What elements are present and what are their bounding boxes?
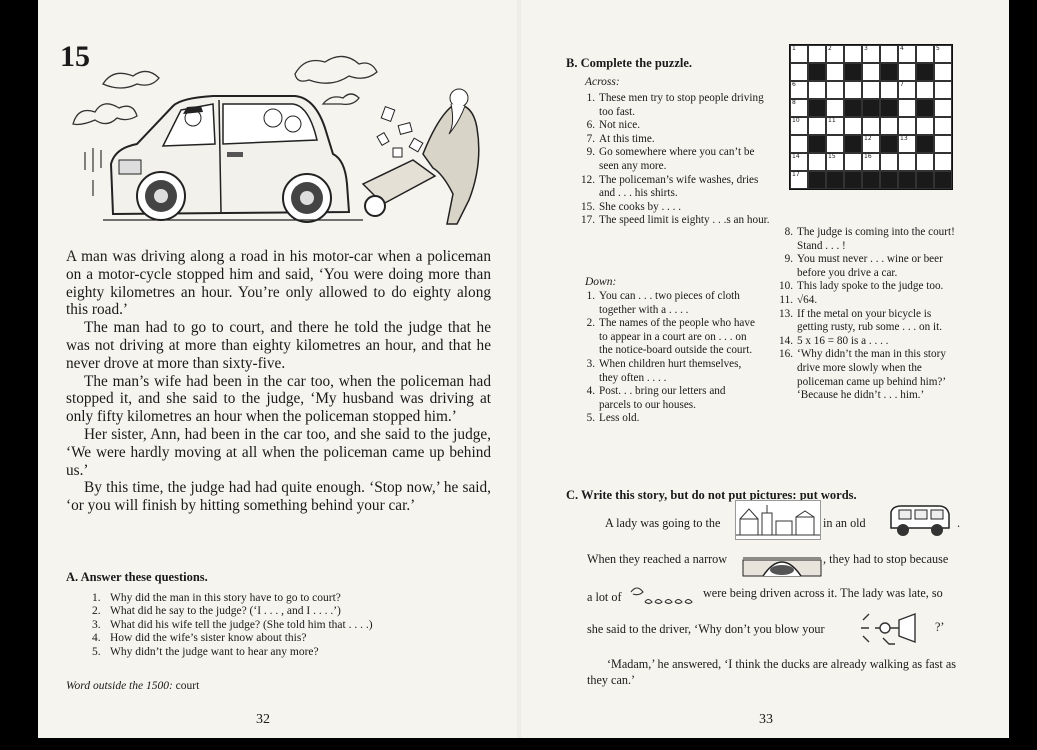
page-number-left: 32 (256, 712, 270, 727)
clue-item: 12. The policeman’s wife washes, dries and . . . his shirts. (581, 173, 759, 200)
crossword-cell[interactable] (862, 135, 880, 153)
crossword-cell[interactable] (808, 45, 826, 63)
clue-item: 8. The judge is coming into the court! Stand . . . ! (784, 226, 955, 252)
crossword-black-cell (808, 63, 826, 81)
crossword-grid (789, 44, 953, 190)
crossword-cell[interactable] (934, 63, 952, 81)
page-number-right: 33 (759, 712, 773, 727)
taxi-icon (885, 498, 955, 538)
crossword-cell[interactable] (790, 153, 808, 171)
clue-item: 10. This lady spoke to the judge too. (779, 280, 944, 293)
word-outside-note (66, 680, 199, 692)
story-c-line3-b: were being driven across it. The lady was late, so (703, 586, 943, 600)
crossword-clue-number: 10 (792, 117, 800, 124)
story-paragraph: The man’s wife had been in the car too, when the policeman had stopped it, and she said to the judge, ‘My husband was driving at only fifty kilometres an hour when the policeman stopped him.’ (66, 372, 491, 426)
down-clues (577, 290, 757, 426)
clue-item: 16. ‘Why didn’t the man in this story drive more slowly when the policeman came up behind him?’ ‘Because he didn’t . . . him.’ (779, 348, 946, 402)
crossword-clue-number: 7 (900, 81, 904, 88)
story-paragraph: Her sister, Ann, had been in the car too, and she said to the judge, ‘We were hardly moving at all when the policeman came up behind us.’ (66, 425, 491, 479)
crossword-black-cell (808, 171, 826, 189)
crossword-black-cell (808, 99, 826, 117)
crossword-cell[interactable] (934, 81, 952, 99)
crossword-black-cell (844, 63, 862, 81)
crossword-black-cell (808, 135, 826, 153)
crossword-cell[interactable] (790, 45, 808, 63)
crossword-cell[interactable] (934, 117, 952, 135)
down-label: Down: (585, 276, 617, 288)
ducks-icon (629, 582, 703, 608)
story-c-line4-a: she said to the driver, ‘Why don’t you blow your (587, 622, 825, 636)
question-item: 5. Why didn’t the judge want to hear any more? (92, 645, 319, 658)
crossword-clue-number: 16 (864, 153, 872, 160)
crossword-cell[interactable] (826, 81, 844, 99)
crossword-clue-number: 3 (864, 45, 868, 52)
crossword-cell[interactable] (790, 99, 808, 117)
crossword-clue-number: 1 (792, 45, 796, 52)
story-c-period: . (957, 516, 961, 530)
crossword-clue-number: 4 (900, 45, 904, 52)
crossword-cell[interactable] (790, 171, 808, 189)
crossword-cell[interactable] (826, 153, 844, 171)
question-item: 2. What did he say to the judge? (‘I . . . , and I . . . .’) (92, 605, 341, 618)
crossword-clue-number: 13 (900, 135, 908, 142)
clue-item: 6. Not nice. (586, 119, 641, 132)
crossword-cell[interactable] (916, 81, 934, 99)
story-c-line4-b: ?’ (935, 620, 945, 634)
crossword-black-cell (844, 99, 862, 117)
crossword-cell[interactable] (934, 45, 952, 63)
crossword-cell[interactable] (916, 153, 934, 171)
bridge-icon (741, 540, 823, 578)
clue-item: 1. You can . . . two pieces of cloth together with a . . . . (586, 290, 740, 316)
horn-icon (855, 608, 929, 648)
crossword-cell[interactable] (880, 153, 898, 171)
crossword-clue-number: 14 (792, 153, 800, 160)
question-item: 3. What did his wife tell the judge? (She told him that . . . .) (92, 618, 373, 631)
word-outside-label: Word outside the 1500: (66, 680, 173, 692)
clue-item: 7. At this time. (586, 132, 655, 145)
clue-item: 9. Go somewhere where you can’t be seen any more. (586, 146, 755, 172)
crossword-clue-number: 5 (936, 45, 940, 52)
crossword-black-cell (898, 171, 916, 189)
crossword-black-cell (880, 135, 898, 153)
crossword-cell[interactable] (880, 117, 898, 135)
across-clues (577, 92, 773, 228)
clue-item: 11. √64. (779, 293, 818, 306)
crossword-cell[interactable] (790, 81, 808, 99)
crossword-black-cell (916, 135, 934, 153)
crossword-cell[interactable] (880, 81, 898, 99)
crossword-black-cell (826, 171, 844, 189)
left-page (38, 0, 517, 738)
crossword-cell[interactable] (934, 135, 952, 153)
story-paragraph: The man had to go to court, and there he told the judge that he was not driving at more than eighty kilometres an hour, and that he never drove at more than sixty-five. (66, 319, 491, 372)
car-illustration-icon (63, 44, 488, 232)
town-icon (735, 500, 821, 540)
clue-item: 4. Post. . . bring our letters and parcels to our houses. (586, 385, 726, 411)
section-a-questions (92, 592, 472, 659)
crossword-cell[interactable] (826, 117, 844, 135)
crossword-cell[interactable] (808, 153, 826, 171)
crossword-cell[interactable] (898, 81, 916, 99)
crossword-cell[interactable] (844, 81, 862, 99)
story-c-line2-a: When they reached a narrow (587, 552, 728, 566)
crossword-cell[interactable] (826, 135, 844, 153)
more-down-clues (775, 226, 965, 403)
story-c-line1-b: in an old (823, 516, 866, 530)
section-c-title: C. Write this story, but do not put pictures: put words. (566, 488, 857, 502)
crossword-cell[interactable] (862, 63, 880, 81)
crossword-cell[interactable] (934, 99, 952, 117)
crossword-cell[interactable] (898, 117, 916, 135)
crossword-cell[interactable] (808, 81, 826, 99)
crossword-cell[interactable] (808, 117, 826, 135)
story-c-line1-a: A lady was going to the (605, 516, 721, 530)
crossword-cell[interactable] (916, 45, 934, 63)
crossword-black-cell (916, 99, 934, 117)
word-outside-value: court (175, 680, 200, 692)
across-label: Across: (585, 76, 620, 88)
crossword-cell[interactable] (844, 117, 862, 135)
crossword-cell[interactable] (790, 63, 808, 81)
crossword-cell[interactable] (844, 45, 862, 63)
clue-item: 13. If the metal on your bicycle is getting rusty, rub some . . . on it. (779, 307, 943, 334)
crossword-cell[interactable] (826, 45, 844, 63)
crossword-clue-number: 2 (828, 45, 832, 52)
crossword-black-cell (880, 171, 898, 189)
crossword-cell[interactable] (826, 63, 844, 81)
crossword-cell[interactable] (862, 117, 880, 135)
clue-item: 17. The speed limit is eighty . . .s an hour. (581, 214, 770, 227)
crossword-black-cell (862, 99, 880, 117)
clue-item: 1. These men try to stop people driving too fast. (586, 92, 764, 118)
crossword-cell[interactable] (898, 153, 916, 171)
crossword-cell[interactable] (898, 99, 916, 117)
story-text (66, 248, 491, 515)
crossword-cell[interactable] (862, 81, 880, 99)
crossword-cell[interactable] (898, 135, 916, 153)
crossword-black-cell (916, 63, 934, 81)
story-c-line3-a: a lot of (587, 590, 622, 604)
section-b-title: B. Complete the puzzle. (566, 56, 693, 70)
crossword-clue-number: 17 (792, 171, 800, 178)
crossword-cell[interactable] (862, 45, 880, 63)
crossword-cell[interactable] (862, 153, 880, 171)
clue-item: 15. She cooks by . . . . (581, 200, 682, 213)
crossword-clue-number: 8 (792, 99, 796, 106)
story-paragraph: By this time, the judge had had quite enough. ‘Stop now,’ he said, ‘or you will finish by hitting something behind your car.’ (66, 479, 491, 515)
crossword-cell[interactable] (916, 117, 934, 135)
story-c-line2-b: , they had to stop because (823, 552, 949, 566)
crossword-black-cell (880, 99, 898, 117)
crossword-black-cell (880, 63, 898, 81)
question-item: 1. Why did the man in this story have to go to court? (92, 592, 341, 604)
crossword-cell[interactable] (826, 99, 844, 117)
clue-item: 3. When children hurt themselves, they often . . . . (586, 357, 742, 384)
crossword-cell[interactable] (790, 117, 808, 135)
right-page (521, 0, 1009, 738)
crossword-cell[interactable] (790, 135, 808, 153)
question-item: 4. How did the wife’s sister know about this? (92, 632, 307, 645)
crossword-black-cell (862, 171, 880, 189)
crossword-cell[interactable] (934, 153, 952, 171)
crossword-clue-number: 11 (828, 117, 836, 124)
clue-item: 14. 5 x 16 = 80 is a . . . . (779, 334, 889, 347)
crossword-black-cell (916, 171, 934, 189)
section-a-title: A. Answer these questions. (66, 570, 208, 584)
clue-item: 2. The names of the people who have to appear in a court are on . . . on the notice-board outside the court. (586, 317, 755, 357)
crossword-cell[interactable] (898, 63, 916, 81)
crossword-clue-number: 15 (828, 153, 836, 160)
crossword-black-cell (934, 171, 952, 189)
crossword-clue-number: 9 (882, 99, 886, 106)
crossword-cell[interactable] (844, 153, 862, 171)
crossword-black-cell (844, 135, 862, 153)
story-paragraph: A man was driving along a road in his motor-car when a policeman on a motor-cycle stopped him and said, ‘You were doing more than eighty kilometres an hour. You’re only allowed to do eighty along this road.’ (66, 248, 491, 319)
clue-item: 5. Less old. (586, 412, 640, 425)
crossword-cell[interactable] (880, 45, 898, 63)
crossword-clue-number: 12 (864, 135, 872, 142)
crossword-black-cell (844, 171, 862, 189)
crossword-cell[interactable] (898, 45, 916, 63)
crossword-clue-number: 6 (792, 81, 796, 88)
story-c-ending: ‘Madam,’ he answered, ‘I think the ducks are already walking as fast as they can.’ (587, 657, 957, 687)
chapter-number: 15 (60, 40, 90, 73)
clue-item: 9. You must never . . . wine or beer before you drive a car. (784, 253, 943, 279)
